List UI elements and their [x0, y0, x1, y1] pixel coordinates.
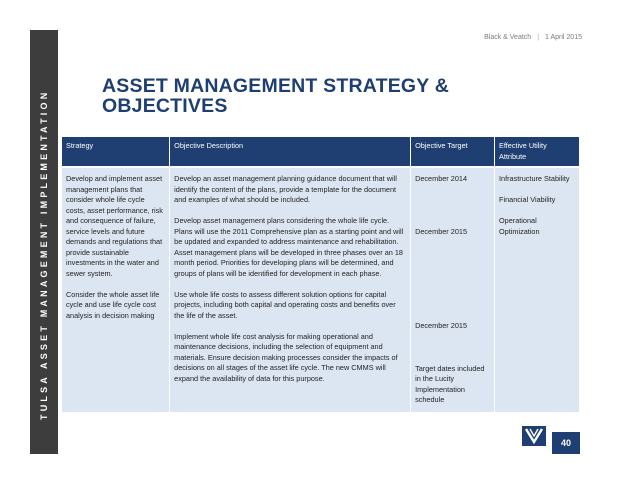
- page-number: 40: [552, 432, 580, 454]
- company-logo-icon: [522, 426, 546, 446]
- page-title: [102, 76, 562, 116]
- attribute-text-3: Operational Optimization: [499, 216, 540, 236]
- table-header-row: [62, 137, 580, 167]
- objective-cell: [170, 167, 411, 412]
- target-text-1: December 2014: [415, 174, 467, 183]
- target-cell: [411, 167, 495, 412]
- company-name: Black & Veatch: [484, 34, 532, 41]
- header-effective-utility-attribute: Effective Utility Attribute: [495, 137, 580, 167]
- target-text-4: Target dates included in the Lucity Implementation schedule: [415, 363, 485, 404]
- page-title-line-1: ASSET MANAGEMENT STRATEGY &: [102, 75, 450, 97]
- header-date: 1 April 2015: [545, 34, 582, 41]
- objective-text-3: Use whole life costs to assess different solution options for capital projects, including both capital and operating costs and benefits over the life of the asset.: [174, 289, 396, 320]
- header-separator: |: [537, 34, 540, 41]
- header-objective-target: Objective Target: [411, 137, 495, 167]
- attribute-text-1: Infrastructure Stability: [499, 174, 570, 183]
- attribute-text-2: Financial Viability: [499, 195, 556, 204]
- strategy-cell: [62, 167, 170, 412]
- target-text-2: December 2015: [415, 226, 467, 236]
- strategy-text-1: Develop and implement asset management plans that consider whole life cycle costs, asset performance, risk and consequence of failure, service levels and future demands and regulations that provide sustainable investments in the water and sewer system.: [66, 174, 163, 278]
- objective-text-2: Develop asset management plans considering the whole life cycle. Plans will use the 2011 Comprehensive plan as a starting point and will be updated and expanded to address maintenance and rehabilitation. Asset management plans will be developed in three phases over an 18 month period. Priorities for developing plans will be determined, and groups of plans will be identified for development in each phase.: [174, 216, 404, 278]
- attribute-cell: [495, 167, 580, 412]
- header-meta: [484, 34, 582, 41]
- header-strategy: Strategy: [62, 137, 170, 167]
- strategy-text-2: Consider the whole asset life cycle and use life cycle cost analysis in decision making: [66, 289, 160, 320]
- objective-text-1: Develop an asset management planning guidance document that will identify the content of the plans, provide a template for the document and examples of what should be included.: [174, 174, 397, 204]
- table-row: [62, 167, 580, 412]
- strategy-table: [62, 137, 580, 412]
- page-title-line-2: OBJECTIVES: [102, 95, 228, 117]
- target-text-3: December 2015: [415, 321, 467, 330]
- header-objective-description: Objective Description: [170, 137, 411, 167]
- vertical-title: TULSA ASSET MANAGEMENT IMPLEMENTATION: [39, 89, 49, 420]
- objective-text-4: Implement whole life cost analysis for making operational and maintenance decisions, including the selection of equipment and materials. Ensure decision making processes consider the impacts of decisions on all stages of the asset life cycle. The new CMMS will expand the availability of data for this purpose.: [174, 331, 398, 383]
